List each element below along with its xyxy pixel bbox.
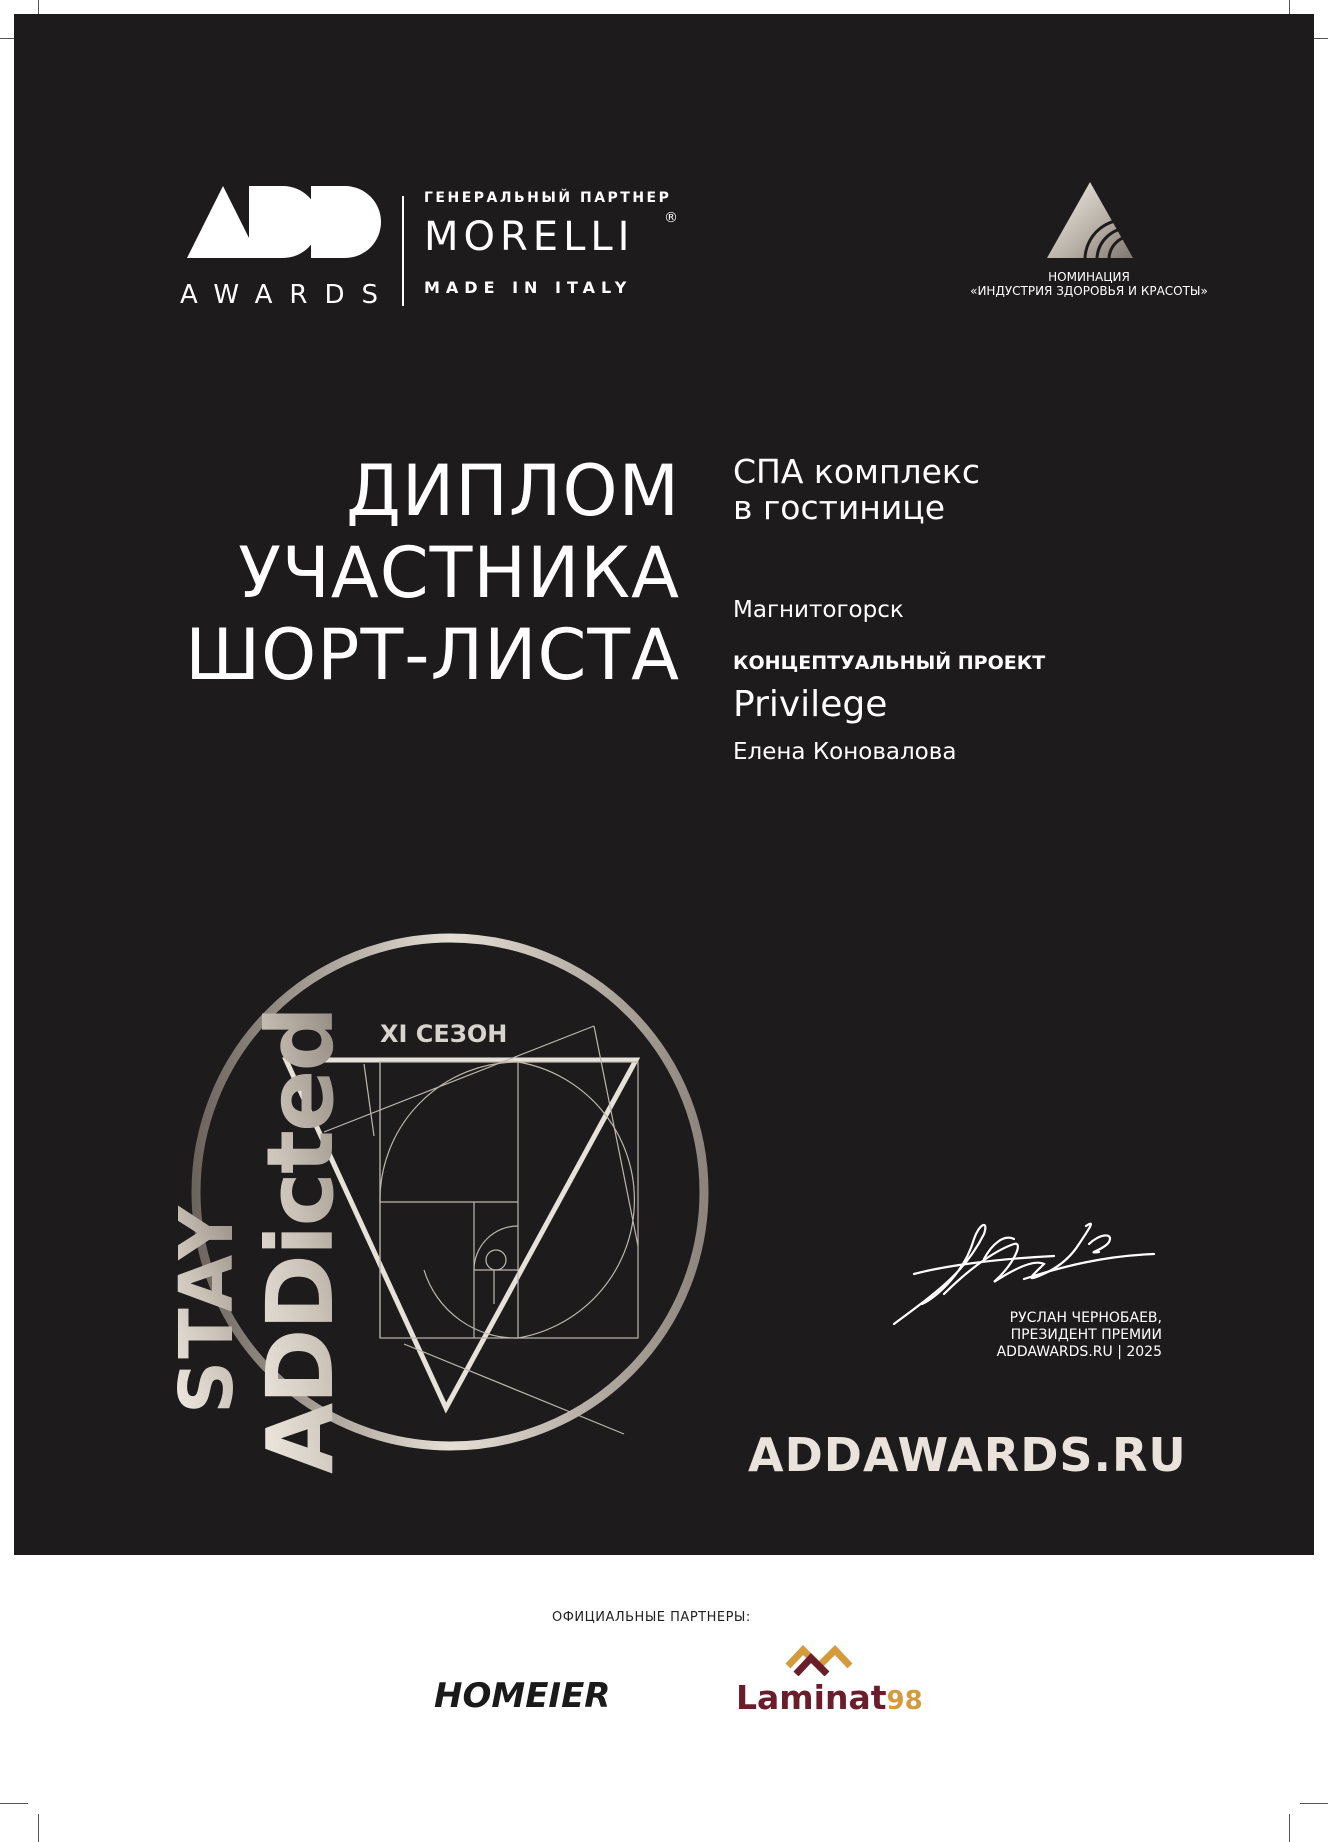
homeier-logo: HOMEIER [434, 1676, 611, 1716]
category-line-2: в гостинице [733, 488, 946, 527]
project-type: КОНЦЕПТУАЛЬНЫЙ ПРОЕКТ [733, 652, 1046, 674]
title-line-1: ДИПЛОМ [346, 450, 680, 532]
crop-mark [0, 1803, 28, 1804]
title-line-3: ШОРТ-ЛИСТА [185, 614, 680, 696]
addicted-word: ADDicted [247, 1007, 354, 1474]
made-in-italy: MADE IN ITALY [424, 278, 633, 297]
awards-word: AWARDS [180, 280, 396, 310]
signer-site-year: ADDAWARDS.RU | 2025 [996, 1344, 1162, 1360]
morelli-logo: MORELLI [424, 214, 635, 260]
season-emblem [154, 874, 714, 1494]
season-label: XI СЕЗОН [380, 1020, 508, 1048]
project-city: Магнитогорск [733, 597, 904, 623]
crop-mark [1300, 1803, 1328, 1804]
laminat-number: 98 [886, 1686, 923, 1716]
stay-word: STAY [164, 1204, 250, 1414]
signer-name: РУСЛАН ЧЕРНОБАЕВ, [1009, 1310, 1162, 1326]
crop-mark [1289, 1814, 1290, 1842]
category-line-1: СПА комплекс [733, 452, 980, 491]
nomination-name: «ИНДУСТРИЯ ЗДОРОВЬЯ И КРАСОТЫ» [970, 284, 1208, 298]
project-name: Privilege [733, 684, 888, 725]
add-letters-icon [187, 186, 383, 258]
project-author: Елена Коновалова [733, 739, 957, 765]
title-line-2: УЧАСТНИКА [238, 532, 680, 614]
laminat98-logo [736, 1678, 923, 1717]
laminat-roof-icon [784, 1640, 854, 1676]
partners-label: ОФИЦИАЛЬНЫЕ ПАРТНЕРЫ: [552, 1610, 751, 1625]
laminat-word: Laminat [736, 1678, 887, 1717]
registered-mark: ® [664, 210, 678, 226]
nomination-emblem-icon [1045, 180, 1135, 260]
project-category [733, 454, 1233, 526]
diploma-panel [14, 14, 1314, 1555]
golden-ratio-grid [324, 1026, 638, 1434]
website-link[interactable]: ADDAWARDS.RU [748, 1428, 1187, 1482]
nomination-block [934, 270, 1244, 298]
logo-divider [402, 196, 404, 306]
general-partner-label: ГЕНЕРАЛЬНЫЙ ПАРТНЕР [424, 190, 672, 206]
signer-role: ПРЕЗИДЕНТ ПРЕМИИ [1010, 1327, 1162, 1343]
crop-mark [38, 1814, 39, 1842]
nomination-label: НОМИНАЦИЯ [1048, 270, 1130, 284]
signature-caption [914, 1310, 1162, 1361]
diploma-title [94, 450, 680, 696]
add-awards-logo [180, 186, 404, 316]
